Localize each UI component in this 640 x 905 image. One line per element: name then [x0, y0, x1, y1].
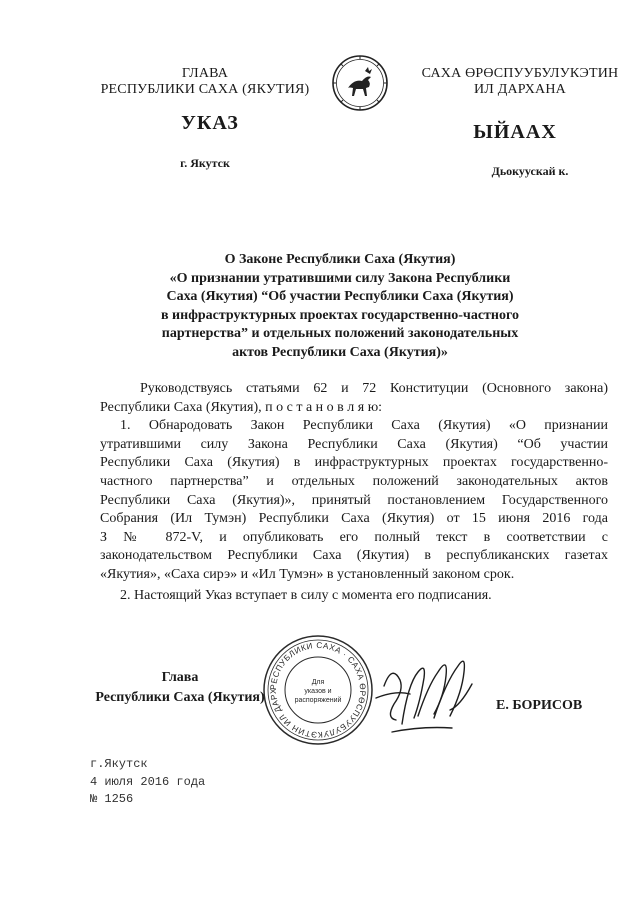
- header-right-line1: САХА ӨРӨСПУУБУЛУКЭТИН: [421, 66, 619, 81]
- item1-line: Республики Саха (Якутия) в инфраструктурных проектах государственно-: [100, 455, 608, 471]
- signatory-name: Е. БОРИСОВ: [496, 698, 583, 713]
- signatory-title-line2: Республики Саха (Якутия): [95, 690, 265, 705]
- item1-line: законодательством Республики Саха (Якутия) в республиканских газетах: [100, 548, 608, 564]
- document-footer: [90, 756, 290, 809]
- item1-line: частного партнерства” и отдельных положений законодательных актов: [100, 473, 608, 489]
- item1-line: Республики Саха (Якутия)», принятый постановлением Государственного: [100, 492, 608, 508]
- subject-line: О Законе Республики Саха (Якутия): [224, 252, 456, 267]
- item1-line: З № 872-V, и опубликовать его полный текст в соответствии с: [100, 529, 608, 545]
- seal-ring-text: РЕСПУБЛИКИ САХА · САХА ӨРӨСПУУБУЛУКЭТИН ИЛ ДАРХАНА · ГЛАВА: [258, 627, 368, 740]
- footer-date: 4 июля 2016 года: [90, 774, 206, 789]
- item1-line: 1. Обнародовать Закон Республики Саха (Якутия) «О признании: [120, 418, 608, 434]
- subject-line: «О признании утратившими силу Закона Республики: [169, 270, 511, 286]
- coat-of-arms-emblem-icon: [331, 54, 389, 112]
- item1-line: утратившими силу Закона Республики Саха (Якутия) “Об участии: [100, 436, 608, 452]
- header-left-block: [100, 66, 310, 98]
- subject-line: партнерства” и отдельных положений законодательных: [161, 326, 519, 342]
- item1-line: Собрания (Ил Тумэн) Республики Саха (Якутия) от 15 июня 2016 года: [100, 511, 608, 527]
- intro-line: Республики Саха (Якутия), п о с т а н о в л я ю:: [100, 399, 383, 415]
- footer-city: г.Якутск: [90, 757, 148, 771]
- document-title-right: ЫЙААХ: [473, 121, 557, 143]
- document-body: [100, 380, 608, 605]
- footer-number: № 1256: [90, 792, 134, 806]
- signatory-title: [80, 668, 280, 708]
- item2-line: 2. Настоящий Указ вступает в силу с момента его подписания.: [120, 587, 492, 603]
- header-right-line2: ИЛ ДАРХАНА: [473, 82, 566, 97]
- header-left-line1: ГЛАВА: [181, 66, 229, 81]
- subject-line: в инфраструктурных проектах государственно-частного: [161, 307, 519, 323]
- seal-inner-line2: указов и: [304, 688, 332, 695]
- handwritten-signature-icon: [372, 646, 482, 736]
- document-subject: [130, 251, 550, 363]
- signatory-title-line1: Глава: [161, 670, 199, 685]
- document-title-left: УКАЗ: [181, 112, 239, 134]
- subject-line: актов Республики Саха (Якутия)»: [232, 344, 448, 360]
- seal-inner-line1: Для: [311, 679, 325, 686]
- seal-inner-line3: распоряжений: [294, 697, 342, 704]
- place-right: Дьокуускай к.: [491, 164, 569, 178]
- header-left-line2: РЕСПУБЛИКИ САХА (ЯКУТИЯ): [100, 82, 310, 97]
- official-seal-icon: [258, 627, 374, 746]
- subject-line: Саха (Якутия) “Об участии Республики Саха (Якутия): [166, 289, 514, 305]
- intro-line: Руководствуясь статьями 62 и 72 Конституции (Основного закона): [140, 381, 608, 396]
- item1-line: «Якутия», «Саха сирэ» и «Ил Тумэн» в установленный законом срок.: [100, 566, 515, 582]
- header-right-block: [410, 66, 630, 98]
- place-left: г. Якутск: [180, 156, 230, 170]
